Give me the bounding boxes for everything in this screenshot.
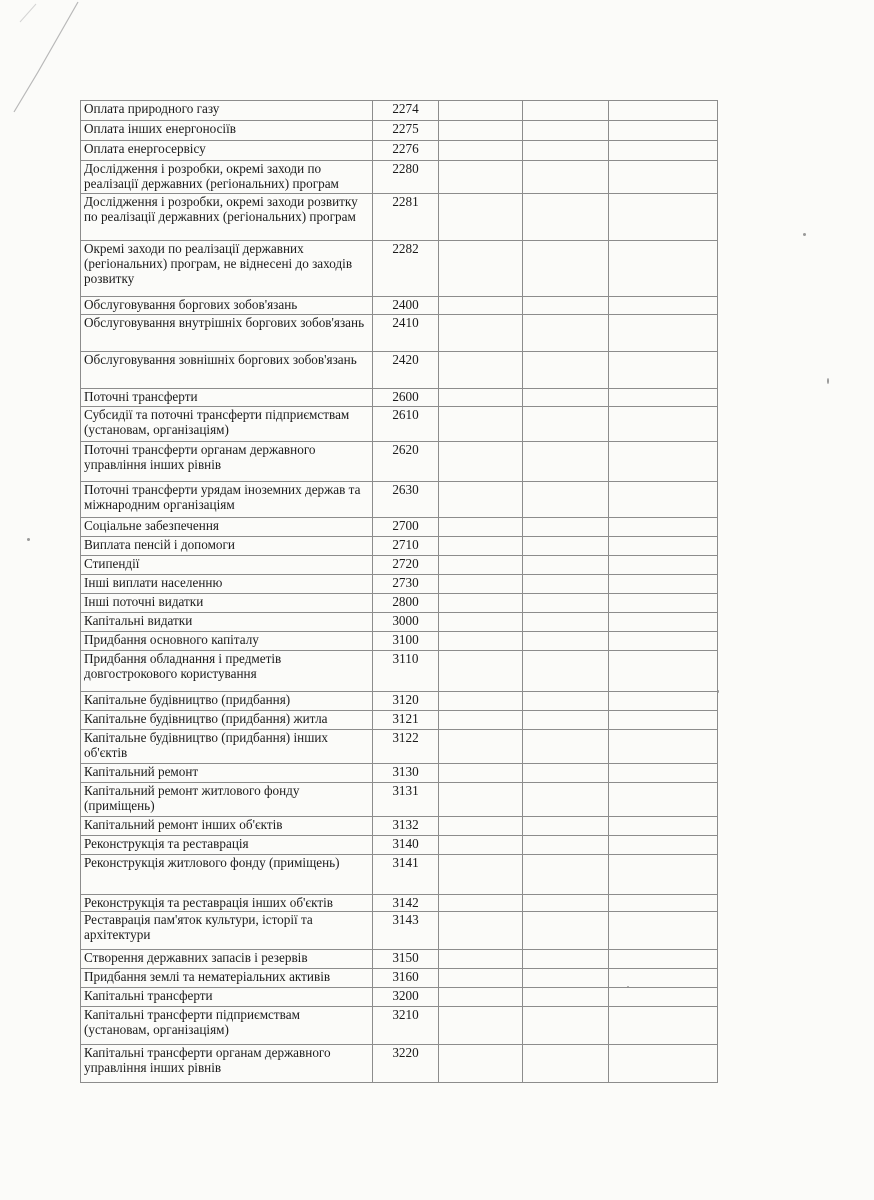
empty-value-cell: [609, 161, 718, 194]
empty-value-cell: [609, 651, 718, 692]
empty-value-cell: [609, 730, 718, 764]
empty-value-cell: [609, 407, 718, 442]
scan-speck: [803, 233, 806, 236]
scan-speck: [827, 378, 829, 384]
expense-code-cell: 2400: [373, 297, 439, 315]
expense-code-cell: 3141: [373, 855, 439, 895]
empty-value-cell: [609, 121, 718, 141]
empty-value-cell: [439, 692, 523, 711]
expense-code-cell: 3120: [373, 692, 439, 711]
table-row: [81, 101, 718, 121]
table-row: [81, 482, 718, 518]
empty-value-cell: [439, 556, 523, 575]
expense-code-cell: 2274: [373, 101, 439, 121]
empty-value-cell: [523, 194, 609, 241]
empty-value-cell: [609, 988, 718, 1007]
expense-code-cell: 2620: [373, 442, 439, 482]
empty-value-cell: [439, 730, 523, 764]
empty-value-cell: [609, 692, 718, 711]
expense-name-cell: Капітальне будівництво (придбання) житла: [81, 711, 373, 730]
expense-name-cell: Поточні трансферти: [81, 389, 373, 407]
expense-name-cell: Капітальні видатки: [81, 613, 373, 632]
empty-value-cell: [523, 352, 609, 389]
expense-code-cell: 3121: [373, 711, 439, 730]
empty-value-cell: [609, 764, 718, 783]
expense-code-cell: 2730: [373, 575, 439, 594]
empty-value-cell: [439, 613, 523, 632]
table-row: [81, 315, 718, 352]
table-row: [81, 241, 718, 297]
expense-code-cell: 3110: [373, 651, 439, 692]
expense-name-cell: Капітальні трансферти органам державного управління інших рівнів: [81, 1045, 373, 1083]
table-row: [81, 556, 718, 575]
table-row: [81, 389, 718, 407]
table-row: [81, 969, 718, 988]
expense-name-cell: Капітальний ремонт інших об'єктів: [81, 817, 373, 836]
empty-value-cell: [523, 1045, 609, 1083]
empty-value-cell: [523, 730, 609, 764]
empty-value-cell: [439, 651, 523, 692]
empty-value-cell: [523, 895, 609, 912]
table-row: [81, 1007, 718, 1045]
empty-value-cell: [523, 241, 609, 297]
empty-value-cell: [523, 518, 609, 537]
table-row: [81, 352, 718, 389]
expense-code-cell: 2276: [373, 141, 439, 161]
expense-name-cell: Реконструкція та реставрація: [81, 836, 373, 855]
expense-code-cell: 3142: [373, 895, 439, 912]
expense-name-cell: Капітальне будівництво (придбання): [81, 692, 373, 711]
empty-value-cell: [523, 442, 609, 482]
empty-value-cell: [609, 632, 718, 651]
empty-value-cell: [439, 241, 523, 297]
empty-value-cell: [523, 912, 609, 950]
expense-name-cell: Оплата енергосервісу: [81, 141, 373, 161]
empty-value-cell: [609, 537, 718, 556]
expense-name-cell: Обслуговування боргових зобов'язань: [81, 297, 373, 315]
empty-value-cell: [523, 632, 609, 651]
expense-name-cell: Інші виплати населенню: [81, 575, 373, 594]
expense-name-cell: Дослідження і розробки, окремі заходи розвитку по реалізації державних (регіональних) програм: [81, 194, 373, 241]
expense-name-cell: Оплата інших енергоносіїв: [81, 121, 373, 141]
empty-value-cell: [439, 141, 523, 161]
empty-value-cell: [523, 836, 609, 855]
empty-value-cell: [439, 912, 523, 950]
table-row: [81, 1045, 718, 1083]
empty-value-cell: [439, 537, 523, 556]
empty-value-cell: [439, 352, 523, 389]
empty-value-cell: [609, 783, 718, 817]
empty-value-cell: [523, 121, 609, 141]
table-row: [81, 518, 718, 537]
empty-value-cell: [609, 969, 718, 988]
expense-code-cell: 3122: [373, 730, 439, 764]
table-row: [81, 632, 718, 651]
empty-value-cell: [523, 161, 609, 194]
empty-value-cell: [439, 407, 523, 442]
empty-value-cell: [609, 836, 718, 855]
expense-code-cell: 3200: [373, 988, 439, 1007]
expense-name-cell: Окремі заходи по реалізації державних (регіональних) програм, не віднесені до заходів розвитку: [81, 241, 373, 297]
empty-value-cell: [439, 783, 523, 817]
empty-value-cell: [523, 969, 609, 988]
empty-value-cell: [439, 518, 523, 537]
expense-code-cell: 3131: [373, 783, 439, 817]
empty-value-cell: [609, 297, 718, 315]
empty-value-cell: [523, 764, 609, 783]
empty-value-cell: [609, 194, 718, 241]
empty-value-cell: [609, 442, 718, 482]
expense-name-cell: Придбання основного капіталу: [81, 632, 373, 651]
expense-code-cell: 3130: [373, 764, 439, 783]
empty-value-cell: [609, 950, 718, 969]
table-row: [81, 711, 718, 730]
empty-value-cell: [523, 556, 609, 575]
empty-value-cell: [609, 1045, 718, 1083]
table-body: [81, 101, 718, 1083]
empty-value-cell: [523, 651, 609, 692]
empty-value-cell: [523, 575, 609, 594]
empty-value-cell: [609, 352, 718, 389]
expense-name-cell: Поточні трансферти органам державного управління інших рівнів: [81, 442, 373, 482]
empty-value-cell: [609, 1007, 718, 1045]
expense-name-cell: Реконструкція житлового фонду (приміщень): [81, 855, 373, 895]
empty-value-cell: [439, 297, 523, 315]
empty-value-cell: [523, 692, 609, 711]
empty-value-cell: [439, 161, 523, 194]
empty-value-cell: [609, 575, 718, 594]
expense-code-cell: 3100: [373, 632, 439, 651]
empty-value-cell: [439, 1045, 523, 1083]
expense-code-cell: 2700: [373, 518, 439, 537]
table-row: [81, 817, 718, 836]
table-row: [81, 575, 718, 594]
empty-value-cell: [439, 482, 523, 518]
empty-value-cell: [609, 482, 718, 518]
empty-value-cell: [609, 315, 718, 352]
scan-speck: [27, 538, 30, 541]
empty-value-cell: [439, 442, 523, 482]
empty-value-cell: [439, 895, 523, 912]
expense-name-cell: Інші поточні видатки: [81, 594, 373, 613]
empty-value-cell: [439, 101, 523, 121]
table-row: [81, 895, 718, 912]
expense-name-cell: Оплата природного газу: [81, 101, 373, 121]
empty-value-cell: [523, 613, 609, 632]
table-row: [81, 950, 718, 969]
empty-value-cell: [523, 950, 609, 969]
table-row: [81, 442, 718, 482]
empty-value-cell: [439, 950, 523, 969]
expense-code-cell: 2720: [373, 556, 439, 575]
table-row: [81, 161, 718, 194]
empty-value-cell: [523, 482, 609, 518]
empty-value-cell: [439, 1007, 523, 1045]
expense-name-cell: Капітальні трансферти підприємствам (установам, організаціям): [81, 1007, 373, 1045]
expense-code-cell: 2420: [373, 352, 439, 389]
expense-code-cell: 3143: [373, 912, 439, 950]
expense-code-cell: 3000: [373, 613, 439, 632]
empty-value-cell: [523, 297, 609, 315]
empty-value-cell: [609, 711, 718, 730]
empty-value-cell: [609, 594, 718, 613]
empty-value-cell: [439, 121, 523, 141]
empty-value-cell: [609, 241, 718, 297]
empty-value-cell: [609, 613, 718, 632]
expense-code-cell: 2800: [373, 594, 439, 613]
expense-code-cell: 2410: [373, 315, 439, 352]
empty-value-cell: [609, 895, 718, 912]
expense-name-cell: Дослідження і розробки, окремі заходи по реалізації державних (регіональних) програм: [81, 161, 373, 194]
empty-value-cell: [523, 711, 609, 730]
empty-value-cell: [609, 518, 718, 537]
expense-code-cell: 2280: [373, 161, 439, 194]
empty-value-cell: [439, 855, 523, 895]
expense-name-cell: Обслуговування зовнішніх боргових зобов'язань: [81, 352, 373, 389]
table-row: [81, 121, 718, 141]
expense-code-cell: 3160: [373, 969, 439, 988]
expense-name-cell: Придбання обладнання і предметів довгострокового користування: [81, 651, 373, 692]
expense-code-cell: 3220: [373, 1045, 439, 1083]
empty-value-cell: [523, 101, 609, 121]
empty-value-cell: [609, 101, 718, 121]
empty-value-cell: [523, 537, 609, 556]
empty-value-cell: [609, 556, 718, 575]
empty-value-cell: [439, 988, 523, 1007]
expense-code-cell: 3140: [373, 836, 439, 855]
empty-value-cell: [439, 764, 523, 783]
table-row: [81, 407, 718, 442]
empty-value-cell: [523, 783, 609, 817]
expense-name-cell: Капітальний ремонт житлового фонду (приміщень): [81, 783, 373, 817]
empty-value-cell: [609, 389, 718, 407]
expense-code-cell: 2710: [373, 537, 439, 556]
empty-value-cell: [439, 594, 523, 613]
table-row: [81, 537, 718, 556]
expense-code-cell: 2275: [373, 121, 439, 141]
table-row: [81, 194, 718, 241]
table-row: [81, 730, 718, 764]
table-row: [81, 141, 718, 161]
empty-value-cell: [439, 315, 523, 352]
expense-name-cell: Поточні трансферти урядам іноземних держав та міжнародним організаціям: [81, 482, 373, 518]
table-row: [81, 855, 718, 895]
empty-value-cell: [523, 1007, 609, 1045]
empty-value-cell: [523, 594, 609, 613]
empty-value-cell: [523, 389, 609, 407]
expense-code-cell: 2600: [373, 389, 439, 407]
expense-name-cell: Капітальне будівництво (придбання) інших об'єктів: [81, 730, 373, 764]
table-row: [81, 988, 718, 1007]
expense-code-cell: 3210: [373, 1007, 439, 1045]
empty-value-cell: [439, 817, 523, 836]
empty-value-cell: [439, 389, 523, 407]
empty-value-cell: [609, 912, 718, 950]
expense-code-cell: 3150: [373, 950, 439, 969]
empty-value-cell: [439, 575, 523, 594]
table-row: [81, 297, 718, 315]
expense-code-cell: 2610: [373, 407, 439, 442]
empty-value-cell: [523, 141, 609, 161]
empty-value-cell: [439, 836, 523, 855]
expense-name-cell: Виплата пенсій і допомоги: [81, 537, 373, 556]
scan-corner-mark: [0, 0, 80, 120]
expense-code-cell: 2630: [373, 482, 439, 518]
empty-value-cell: [439, 969, 523, 988]
empty-value-cell: [523, 407, 609, 442]
empty-value-cell: [609, 141, 718, 161]
empty-value-cell: [439, 711, 523, 730]
empty-value-cell: [609, 817, 718, 836]
table-row: [81, 836, 718, 855]
expense-code-cell: 2281: [373, 194, 439, 241]
expense-code-cell: 2282: [373, 241, 439, 297]
table-row: [81, 783, 718, 817]
expense-name-cell: Субсидії та поточні трансферти підприємствам (установам, організаціям): [81, 407, 373, 442]
empty-value-cell: [523, 855, 609, 895]
table-row: [81, 764, 718, 783]
expense-name-cell: Реконструкція та реставрація інших об'єктів: [81, 895, 373, 912]
expense-code-cell: 3132: [373, 817, 439, 836]
empty-value-cell: [439, 632, 523, 651]
table-row: [81, 651, 718, 692]
empty-value-cell: [609, 855, 718, 895]
table-row: [81, 912, 718, 950]
table-row: [81, 594, 718, 613]
empty-value-cell: [523, 988, 609, 1007]
table-row: [81, 692, 718, 711]
expense-name-cell: Соціальне забезпечення: [81, 518, 373, 537]
expense-name-cell: Капітальний ремонт: [81, 764, 373, 783]
expense-name-cell: Стипендії: [81, 556, 373, 575]
expense-name-cell: Створення державних запасів і резервів: [81, 950, 373, 969]
empty-value-cell: [523, 315, 609, 352]
expense-name-cell: Реставрація пам'яток культури, історії та архітектури: [81, 912, 373, 950]
expense-name-cell: Придбання землі та нематеріальних активів: [81, 969, 373, 988]
empty-value-cell: [523, 817, 609, 836]
expenditure-codes-table: [80, 100, 718, 1083]
empty-value-cell: [439, 194, 523, 241]
expense-name-cell: Обслуговування внутрішніх боргових зобов'язань: [81, 315, 373, 352]
expense-name-cell: Капітальні трансферти: [81, 988, 373, 1007]
table-row: [81, 613, 718, 632]
